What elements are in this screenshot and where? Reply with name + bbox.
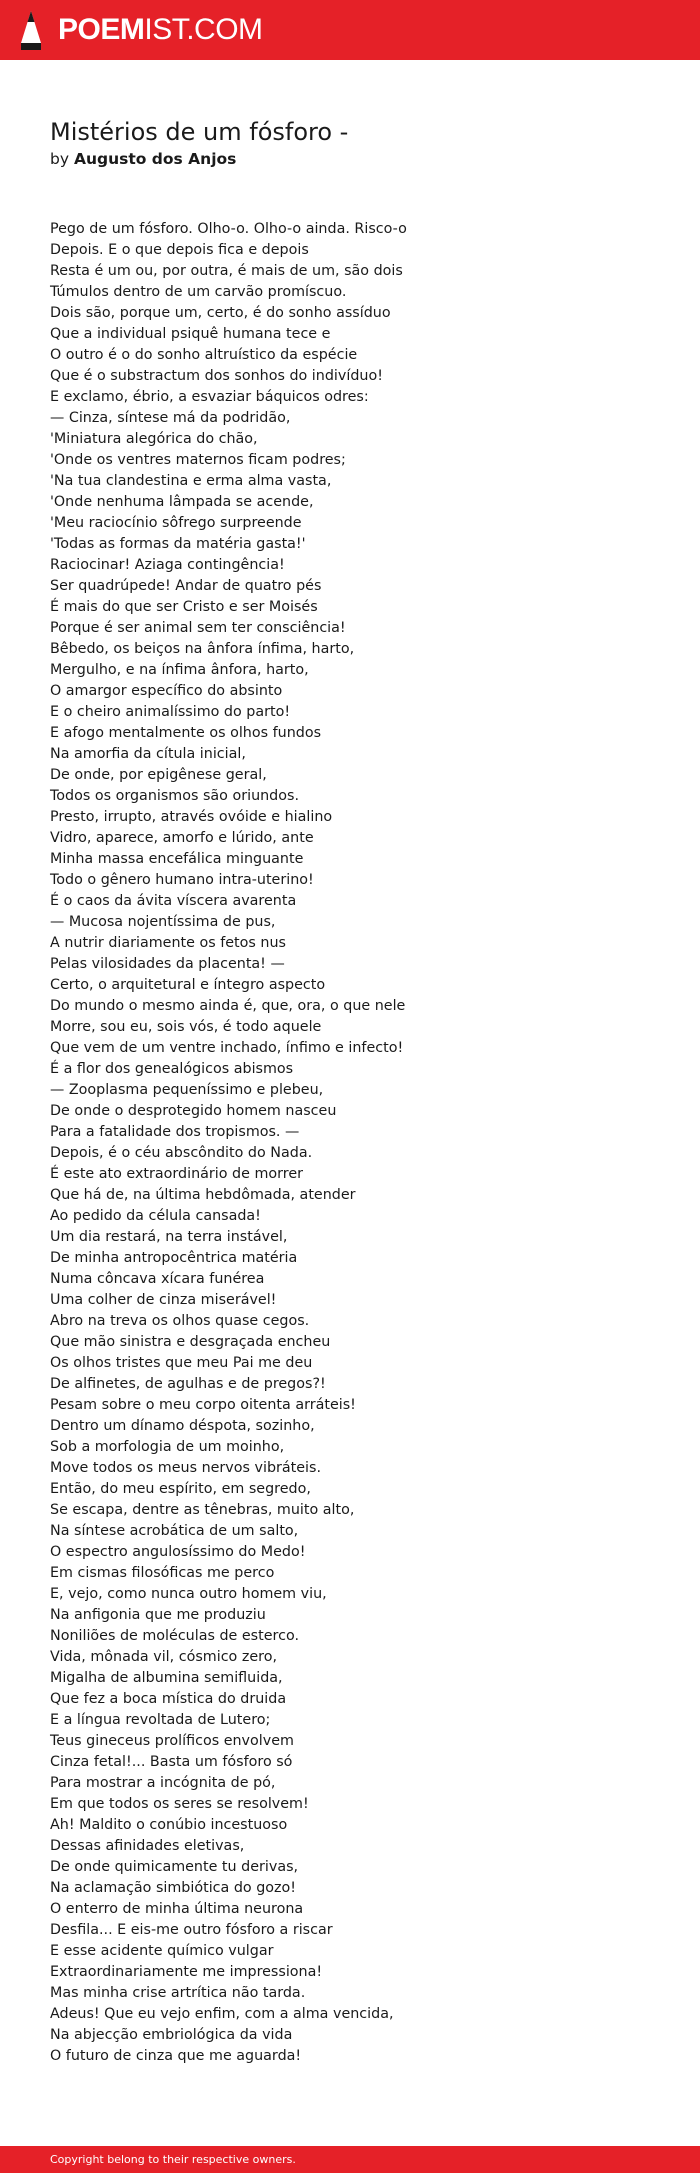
site-header (0, 0, 700, 60)
poem-line: Noniliões de moléculas de esterco. (50, 1628, 299, 1644)
poem-line: 'Onde os ventres maternos ficam podres; (50, 452, 346, 468)
poem-line: Que mão sinistra e desgraçada encheu (50, 1334, 331, 1350)
poem-line: Adeus! Que eu vejo enfim, com a alma vencida, (50, 2006, 394, 2022)
poem-line: Que fez a boca mística do druida (50, 1691, 287, 1707)
poem-line: Em que todos os seres se resolvem! (50, 1796, 309, 1812)
poem-line: Que vem de um ventre inchado, ínfimo e infecto! (50, 1040, 404, 1056)
poem-line: Resta é um ou, por outra, é mais de um, são dois (50, 263, 403, 279)
pencil-logo-icon (18, 8, 44, 52)
poem-line: É mais do que ser Cristo e ser Moisés (50, 599, 318, 615)
poem-line: Pesam sobre o meu corpo oitenta arráteis! (50, 1397, 356, 1413)
poem-line: Túmulos dentro de um carvão promíscuo. (50, 284, 347, 300)
poem-line: Vidro, aparece, amorfo e lúrido, ante (50, 830, 314, 846)
poem-header (50, 114, 650, 170)
poem-line: Certo, o arquitetural e íntegro aspecto (50, 977, 326, 993)
poem-line: De minha antropocêntrica matéria (50, 1250, 298, 1266)
poem-line: Que há de, na última hebdômada, atender (50, 1187, 356, 1203)
poem-title: Mistérios de um fósforo - (50, 118, 349, 146)
poem-line: Depois. E o que depois fica e depois (50, 242, 309, 258)
site-logo-text: POEMIST.COM (58, 13, 263, 46)
poem-line: Bêbedo, os beiços na ânfora ínfima, harto, (50, 641, 355, 657)
site-footer (0, 2146, 700, 2173)
poem-line: 'Na tua clandestina e erma alma vasta, (50, 473, 332, 489)
poem-line: Para mostrar a incógnita de pó, (50, 1775, 276, 1791)
poem-line: Minha massa encefálica minguante (50, 851, 304, 867)
poem-line: E, vejo, como nunca outro homem viu, (50, 1586, 327, 1602)
poem-line: De onde, por epigênese geral, (50, 767, 267, 783)
poem-line: E exclamo, ébrio, a esvaziar báquicos odres: (50, 389, 369, 405)
poem-line: Move todos os meus nervos vibráteis. (50, 1460, 322, 1476)
poem-body (50, 219, 650, 2067)
poem-line: Depois, é o céu abscôndito do Nada. (50, 1145, 313, 1161)
poem-line: 'Meu raciocínio sôfrego surpreende (50, 515, 302, 531)
poem-line: Porque é ser animal sem ter consciência! (50, 620, 346, 636)
poem-line: Na síntese acrobática de um salto, (50, 1523, 299, 1539)
poem-line: — Zooplasma pequeníssimo e plebeu, (50, 1082, 324, 1098)
poem-line: E esse acidente químico vulgar (50, 1943, 274, 1959)
poem-line: Mergulho, e na ínfima ânfora, harto, (50, 662, 309, 678)
poem-line: Na aclamação simbiótica do gozo! (50, 1880, 297, 1896)
poem-line: E a língua revoltada de Lutero; (50, 1712, 271, 1728)
poem-line: O futuro de cinza que me aguarda! (50, 2048, 302, 2064)
poem-line: E afogo mentalmente os olhos fundos (50, 725, 322, 741)
poem-line: Todo o gênero humano intra-uterino! (50, 872, 314, 888)
poem-line: Então, do meu espírito, em segredo, (50, 1481, 311, 1497)
poem-line: Raciocinar! Aziaga contingência! (50, 557, 285, 573)
poem-line: Pelas vilosidades da placenta! — (50, 956, 285, 972)
poem-line: Em cismas filosóficas me perco (50, 1565, 275, 1581)
poem-line: Mas minha crise artrítica não tarda. (50, 1985, 306, 2001)
poem-line: Extraordinariamente me impressiona! (50, 1964, 323, 1980)
poem-line: Um dia restará, na terra instável, (50, 1229, 288, 1245)
poem-line: Cinza fetal!... Basta um fósforo só (50, 1754, 293, 1770)
poem-line: Que é o substractum dos sonhos do indivíduo! (50, 368, 383, 384)
poem-line: E o cheiro animalíssimo do parto! (50, 704, 291, 720)
poem-line: Teus gineceus prolíficos envolvem (50, 1733, 294, 1749)
poem-line: Na abjecção embriológica da vida (50, 2027, 293, 2043)
poem-line: Do mundo o mesmo ainda é, que, ora, o que nele (50, 998, 406, 1014)
poem-line: Os olhos tristes que meu Pai me deu (50, 1355, 313, 1371)
poem-line: Ah! Maldito o conúbio incestuoso (50, 1817, 288, 1833)
poem-line: Todos os organismos são oriundos. (50, 788, 300, 804)
poem-line: De onde quimicamente tu derivas, (50, 1859, 299, 1875)
poem-line: Na anfigonia que me produziu (50, 1607, 266, 1623)
poem-line: De alfinetes, de agulhas e de pregos?! (50, 1376, 326, 1392)
poem-line: Desfila... E eis-me outro fósforo a riscar (50, 1922, 333, 1938)
poem-line: Presto, irrupto, através ovóide e hialino (50, 809, 333, 825)
poem-line: 'Miniatura alegórica do chão, (50, 431, 258, 447)
poem-line: Se escapa, dentre as tênebras, muito alto, (50, 1502, 355, 1518)
poem-line: Vida, mônada vil, cósmico zero, (50, 1649, 277, 1665)
poem-line: A nutrir diariamente os fetos nus (50, 935, 286, 951)
poem-line: Numa côncava xícara funérea (50, 1271, 265, 1287)
poem-line: Dessas afinidades eletivas, (50, 1838, 245, 1854)
poem-line: De onde o desprotegido homem nasceu (50, 1103, 337, 1119)
poem-line: 'Todas as formas da matéria gasta!' (50, 536, 306, 552)
poem-line: — Mucosa nojentíssima de pus, (50, 914, 276, 930)
poem-line: Para a fatalidade dos tropismos. — (50, 1124, 300, 1140)
poem-line: Ser quadrúpede! Andar de quatro pés (50, 578, 322, 594)
site-logo[interactable] (18, 8, 263, 52)
poem-line: O amargor específico do absinto (50, 683, 283, 699)
poem-line: Dentro um dínamo déspota, sozinho, (50, 1418, 315, 1434)
poem-line: É a flor dos genealógicos abismos (50, 1061, 294, 1077)
poem-line: Na amorfia da cítula inicial, (50, 746, 246, 762)
poem-line: — Cinza, síntese má da podridão, (50, 410, 291, 426)
copyright-text: Copyright belong to their respective owners. (50, 2153, 296, 2166)
poem-line: É este ato extraordinário de morrer (50, 1166, 304, 1182)
poem-line: Morre, sou eu, sois vós, é todo aquele (50, 1019, 322, 1035)
byline (50, 148, 650, 170)
poem-line: Pego de um fósforo. Olho-o. Olho-o ainda. Risco-o (50, 221, 407, 237)
poem-line: Uma colher de cinza miserável! (50, 1292, 277, 1308)
poem-line: Sob a morfologia de um moinho, (50, 1439, 285, 1455)
author-name: Augusto dos Anjos (73, 150, 237, 168)
poem-line: O enterro de minha última neurona (50, 1901, 304, 1917)
poem-line: Dois são, porque um, certo, é do sonho assíduo (50, 305, 391, 321)
poem-line: Ao pedido da célula cansada! (50, 1208, 261, 1224)
poem-line: 'Onde nenhuma lâmpada se acende, (50, 494, 314, 510)
poem-line: Migalha de albumina semifluida, (50, 1670, 283, 1686)
poem-line: O espectro angulosíssimo do Medo! (50, 1544, 306, 1560)
poem-line: O outro é o do sonho altruístico da espécie (50, 347, 358, 363)
by-label: by (50, 150, 70, 168)
poem-line: Abro na treva os olhos quase cegos. (50, 1313, 310, 1329)
poem-line: Que a individual psiquê humana tece e (50, 326, 331, 342)
poem-line: É o caos da ávita víscera avarenta (50, 893, 297, 909)
